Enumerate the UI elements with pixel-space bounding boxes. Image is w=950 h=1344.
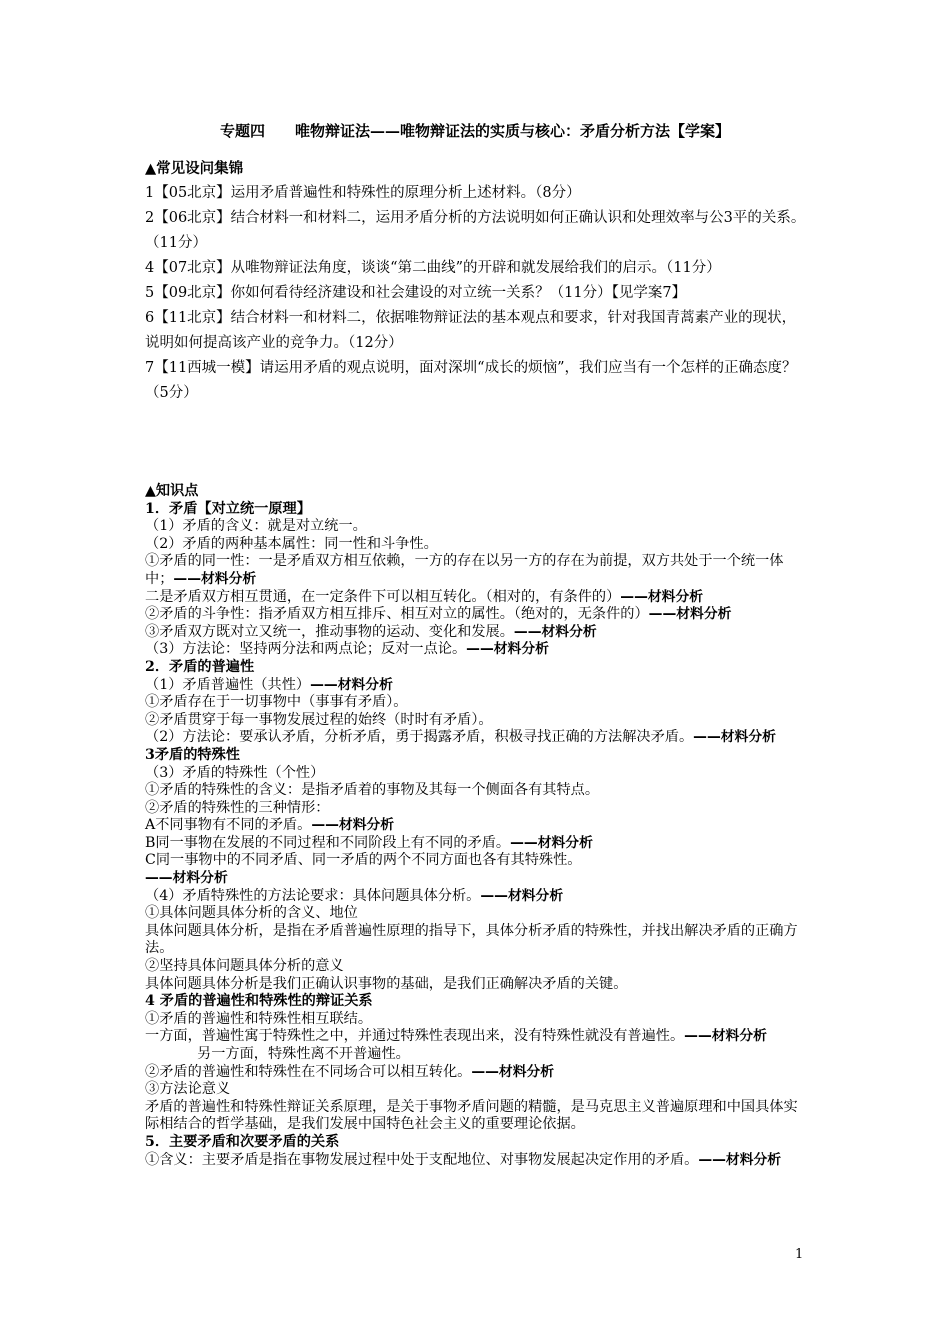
text-line: （3）矛盾的特殊性（个性） [145,764,325,781]
line-text: A不同事物有不同的矛盾。 [145,817,312,834]
line-text: ①矛盾的同一性：一是矛盾双方相互依赖，一方的存在以另一方的存在为前提，双方共处于一个统一体中； [145,553,784,587]
material-analysis-tag: ——材料分析 [648,606,732,623]
material-analysis-tag: ——材料分析 [480,887,564,904]
text-line: 矛盾的普遍性和特殊性辩证关系原理，是关于事物矛盾问题的精髓，是马克思主义普遍原理和中国具体实际相结合的哲学基础，是我们发展中国特色社会主义的重要理论依据。 [145,1098,798,1133]
line-text: ①含义：主要矛盾是指在事物发展过程中处于支配地位、对事物发展起决定作用的矛盾。 [145,1151,699,1168]
material-analysis-tag: ——材料分析 [693,729,776,746]
text-line [145,835,810,853]
material-analysis-tag: ——材料分析 [513,623,597,640]
document-title: 专题四 唯物辩证法——唯物辩证法的实质与核心：矛盾分析方法【学案】 [219,122,730,140]
question-item: 7【11西城一模】请运用矛盾的观点说明，面对深圳“成长的烦恼”，我们应当有一个怎样的正确态度？（5分） [145,360,797,401]
line-text: 另一方面，特殊性离不开普遍性。 [197,1046,410,1062]
question-item: 6【11北京】结合材料一和材料二，依据唯物辩证法的基本观点和要求，针对我国青蒿素产业的现状，说明如何提高该产业的竞争力。（12分） [145,310,797,351]
text-line [145,624,810,642]
material-analysis-tag: ——材料分析 [698,1151,782,1168]
text-line [145,888,810,906]
text-line: ①矛盾的特殊性的含义：是指矛盾着的事物及其每一个侧面各有其特点。 [145,782,600,799]
line-text: （1）矛盾普遍性（共性） [145,676,311,693]
question-item: 5【09北京】你如何看待经济建设和社会建设的对立统一关系？（11分）【见学案7】 [145,285,687,301]
questions-section [145,156,810,406]
section-heading: 2．矛盾的普遍性 [145,658,255,675]
line-text: （3）方法论：坚持两分法和两点论；反对一点论。 [145,641,467,658]
section-heading: 3矛盾的特殊性 [145,746,240,763]
text-line: ①矛盾的普遍性和特殊性相互联结。 [145,1010,373,1027]
knowledge-section [145,483,810,1169]
text-line: ②矛盾贯穿于每一事物发展过程的始终（时时有矛盾）。 [145,711,493,728]
text-line: （2）矛盾的两种基本属性：同一性和斗争性。 [145,535,438,552]
text-line [145,1064,810,1082]
text-line [145,606,810,624]
question-item: 2【06北京】结合材料一和材料二，运用矛盾分析的方法说明如何正确认识和处理效率与公3平的关系。（11分） [145,210,806,251]
line-text: ③矛盾双方既对立又统一，推动事物的运动、变化和发展。 [145,623,514,640]
text-line: ③方法论意义 [145,1081,231,1098]
line-text: 二是矛盾双方相互贯通，在一定条件下可以相互转化。（相对的，有条件的） [145,588,621,605]
material-analysis-tag: ——材料分析 [684,1028,767,1045]
material-analysis-tag: ——材料分析 [620,588,704,605]
line-text: B同一事物在发展的不同过程和不同阶段上有不同的矛盾。 [145,834,511,851]
question-item: 1【05北京】运用矛盾普遍性和特殊性的原理分析上述材料。（8分） [145,185,581,201]
text-line [145,677,810,695]
material-analysis-tag: ——材料分析 [311,817,395,834]
text-line [145,641,810,659]
knowledge-heading: ▲知识点 [145,483,199,499]
line-text: ②矛盾的斗争性：指矛盾双方相互排斥、相互对立的属性。（绝对的，无条件的） [145,606,649,623]
questions-heading: ▲常见设问集锦 [145,160,244,177]
question-item: 4【07北京】从唯物辩证法角度，谈谈“第二曲线”的开辟和就发展给我们的启示。（11分） [145,260,721,276]
material-analysis-tag: ——材料分析 [466,641,549,658]
text-line: ①矛盾存在于一切事物中（事事有矛盾）。 [145,694,408,711]
text-line: （1）矛盾的含义：就是对立统一。 [145,518,367,535]
line-text: 一方面，普遍性寓于特殊性之中，并通过特殊性表现出来，没有特殊性就没有普遍性。 [145,1028,685,1045]
text-line [145,589,810,607]
line-text: （2）方法论：要承认矛盾，分析矛盾，勇于揭露矛盾，积极寻找正确的方法解决矛盾。 [145,729,694,746]
text-line [145,553,810,588]
text-line [145,729,810,747]
line-text: ②矛盾的普遍性和特殊性在不同场合可以相互转化。 [145,1063,472,1080]
text-line: C同一事物中的不同矛盾、同一矛盾的两个不同方面也各有其特殊性。 [145,852,582,869]
line-text: （4）矛盾特殊性的方法论要求：具体问题具体分析。 [145,887,481,904]
text-line [145,1152,810,1170]
material-analysis-tag: ——材料分析 [173,570,257,587]
text-line: ②矛盾的特殊性的三种情形： [145,799,330,816]
section-heading: 5．主要矛盾和次要矛盾的关系 [145,1133,340,1150]
text-line: ②坚持具体问题具体分析的意义 [145,958,344,975]
text-line [145,817,810,835]
text-line: 具体问题具体分析是我们正确认识事物的基础，是我们正确解决矛盾的关键。 [145,975,628,992]
page-number: 1 [795,1247,804,1262]
material-analysis-tag: ——材料分析 [510,834,593,851]
text-line [145,1028,810,1063]
text-line: 具体问题具体分析，是指在矛盾普遍性原理的指导下，具体分析矛盾的特殊性，并找出解决矛盾的正确方法。 [145,922,798,957]
section-heading: 4 矛盾的普遍性和特殊性的辩证关系 [145,993,373,1010]
material-analysis-tag: ——材料分析 [471,1063,555,1080]
text-line: ①具体问题具体分析的含义、地位 [145,905,358,922]
section-heading: 1．矛盾【对立统一原理】 [145,500,311,517]
material-analysis-tag: ——材料分析 [310,676,393,693]
material-analysis-tag: ——材料分析 [145,870,228,887]
